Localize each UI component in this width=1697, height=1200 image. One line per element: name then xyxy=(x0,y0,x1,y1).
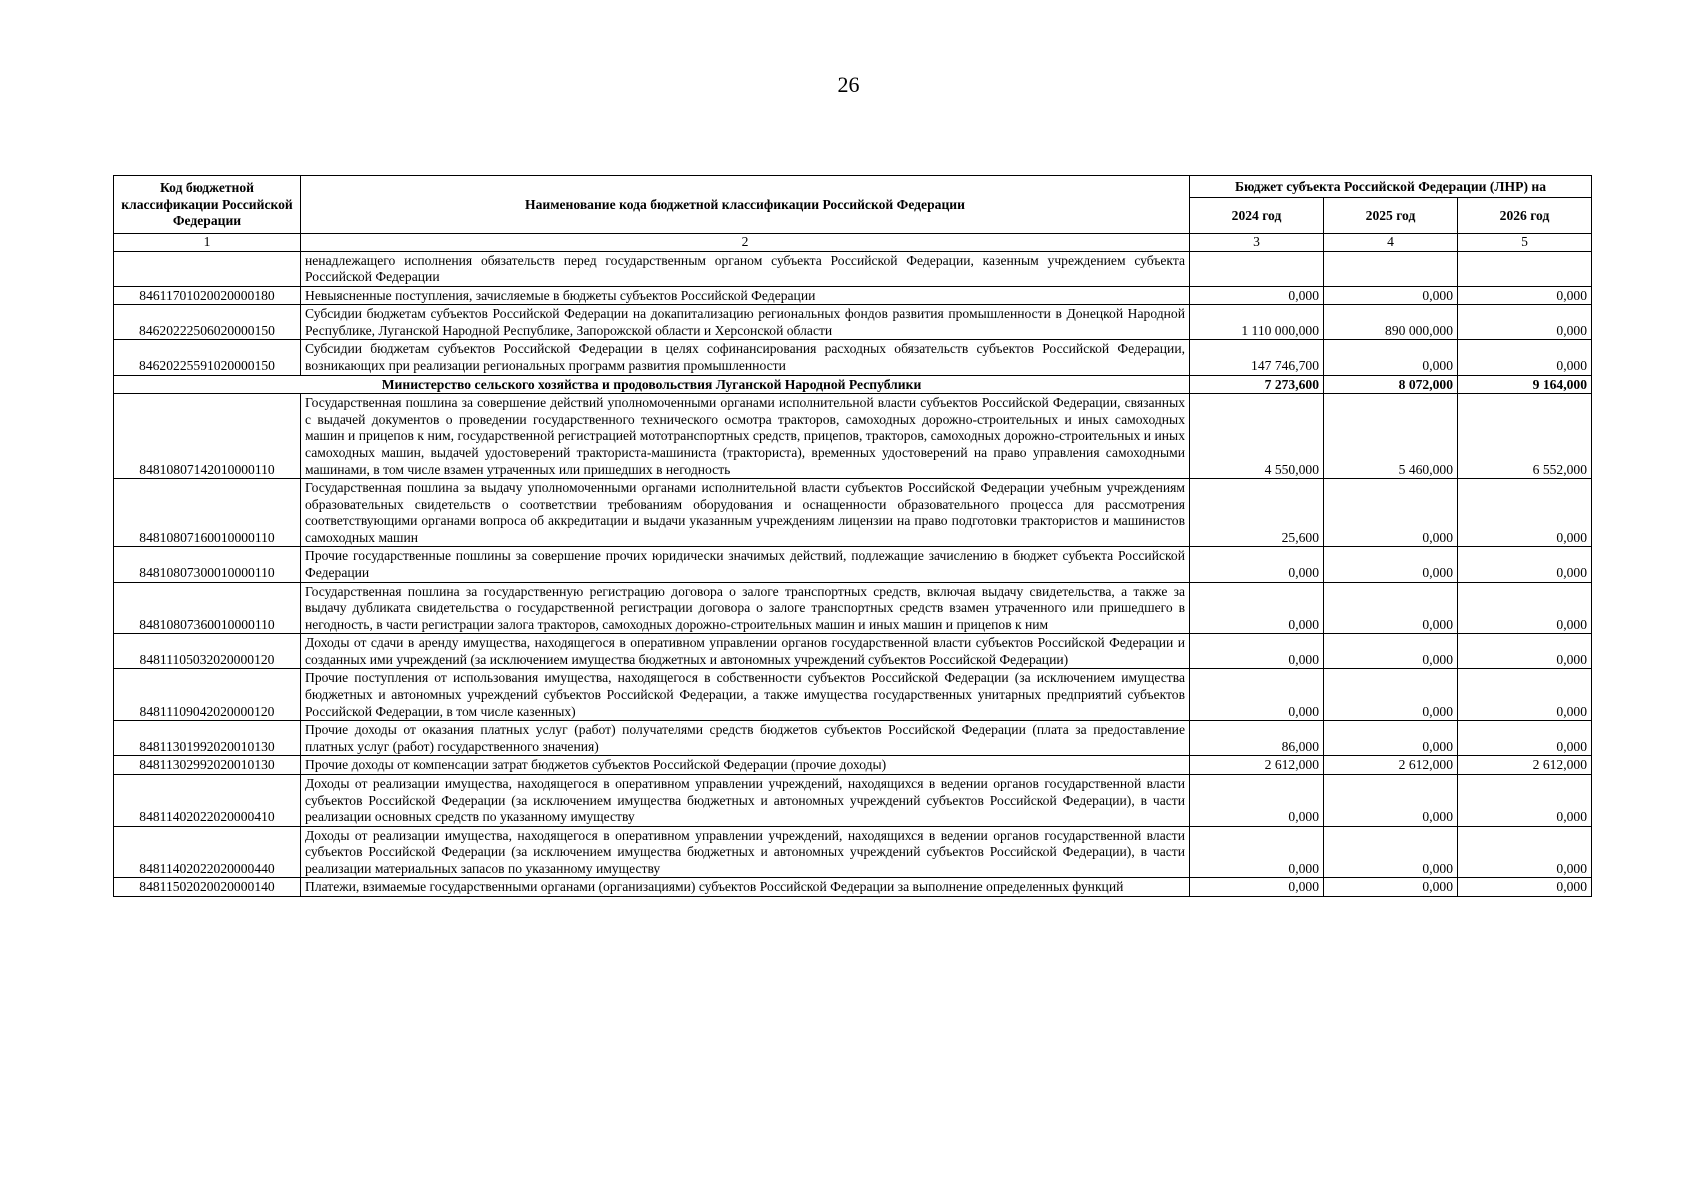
table-row xyxy=(114,286,1592,305)
row-value-2024: 0,000 xyxy=(1190,582,1324,634)
row-value-2025: 0,000 xyxy=(1324,547,1458,582)
row-name: Прочие государственные пошлины за совершение прочих юридически значимых действий, подлежащие зачислению в бюджет субъекта Российской Федерации xyxy=(301,547,1190,582)
row-value-2024: 1 110 000,000 xyxy=(1190,305,1324,340)
row-value-2024: 86,000 xyxy=(1190,721,1324,756)
header-budget-group: Бюджет субъекта Российской Федерации (ЛНР) на xyxy=(1190,176,1592,198)
row-value-2024: 0,000 xyxy=(1190,826,1324,878)
row-value-2025: 890 000,000 xyxy=(1324,305,1458,340)
row-code: 84620222506020000150 xyxy=(114,305,301,340)
column-number: 3 xyxy=(1190,234,1324,252)
header-year-2025: 2025 год xyxy=(1324,198,1458,234)
row-value-2025: 0,000 xyxy=(1324,774,1458,826)
row-name: Государственная пошлина за совершение действий уполномоченными органами исполнительной власти субъектов Российской Федерации, связанных с выдачей документов о проведении государственного технического осмотра тракторов, самоходных дорожно-строительных и иных самоходных машин и прицепов к ним, государственной регистрацией мототранспортных средств, прицепов, тракторов, самоходных дорожно-строительных и иных самоходных машин, выдачей удостоверений тракториста-машиниста (тракториста), временных удостоверений на право управления самоходными машинами, в том числе взамен утраченных или пришедших в негодность xyxy=(301,394,1190,479)
column-number: 1 xyxy=(114,234,301,252)
row-value-2024: 0,000 xyxy=(1190,669,1324,721)
table-body xyxy=(114,251,1592,896)
row-value-2025: 0,000 xyxy=(1324,340,1458,375)
row-value-2025: 0,000 xyxy=(1324,634,1458,669)
table-row xyxy=(114,394,1592,479)
row-name: Доходы от реализации имущества, находящегося в оперативном управлении учреждений, находящихся в ведении органов государственной власти субъектов Российской Федерации (за исключением имущества бюджетных и автономных учреждений субъектов Российской Федерации), в части реализации основных средств по указанному имуществу xyxy=(301,774,1190,826)
row-value-2026: 0,000 xyxy=(1458,774,1592,826)
table-row xyxy=(114,756,1592,775)
row-value-2025: 0,000 xyxy=(1324,878,1458,897)
table-row xyxy=(114,878,1592,897)
row-name: Субсидии бюджетам субъектов Российской Федерации на докапитализацию региональных фондов развития промышленности в Донецкой Народной Республике, Луганской Народной Республике, Запорожской области и Херсонской области xyxy=(301,305,1190,340)
row-value-2025: 0,000 xyxy=(1324,669,1458,721)
row-code: 84810807300010000110 xyxy=(114,547,301,582)
row-value-2026: 0,000 xyxy=(1458,669,1592,721)
row-value-2025: 0,000 xyxy=(1324,479,1458,547)
row-value-2024: 147 746,700 xyxy=(1190,340,1324,375)
row-code: 84811402022020000410 xyxy=(114,774,301,826)
table-row xyxy=(114,826,1592,878)
row-name: Доходы от реализации имущества, находящегося в оперативном управлении учреждений, находящихся в ведении органов государственной власти субъектов Российской Федерации (за исключением имущества бюджетных и автономных учреждений субъектов Российской Федерации), в части реализации материальных запасов по указанному имуществу xyxy=(301,826,1190,878)
section-value-2024: 7 273,600 xyxy=(1190,375,1324,394)
row-code: 84810807360010000110 xyxy=(114,582,301,634)
row-code: 84810807142010000110 xyxy=(114,394,301,479)
row-name: Государственная пошлина за выдачу уполномоченными органами исполнительной власти субъектов Российской Федерации учебным учреждениям образовательных свидетельств о соответствии требованиям оборудования и оснащенности образовательного процесса для рассмотрения соответствующими органами вопроса об аккредитации и выдачи указанным учреждениям лицензии на право подготовки трактористов и машинистов самоходных машин xyxy=(301,479,1190,547)
section-row xyxy=(114,375,1592,394)
row-value-2026: 0,000 xyxy=(1458,286,1592,305)
row-value-2026: 0,000 xyxy=(1458,582,1592,634)
row-code: 84611701020020000180 xyxy=(114,286,301,305)
column-number: 2 xyxy=(301,234,1190,252)
header-year-2026: 2026 год xyxy=(1458,198,1592,234)
row-name: ненадлежащего исполнения обязательств перед государственным органом субъекта Российской Федерации, казенным учреждением субъекта Российской Федерации xyxy=(301,251,1190,286)
row-name: Государственная пошлина за государственную регистрацию договора о залоге транспортных средств, включая выдачу свидетельства, а также за выдачу дубликата свидетельства о государственной регистрации договора о залоге транспортных средств взамен утраченного или пришедшего в негодность, в части регистрации залога тракторов, самоходных дорожно-строительных машин и иных машин и прицепов к ним xyxy=(301,582,1190,634)
row-value-2024: 2 612,000 xyxy=(1190,756,1324,775)
table-header xyxy=(114,176,1592,252)
row-code: 84811105032020000120 xyxy=(114,634,301,669)
row-code: 84811402022020000440 xyxy=(114,826,301,878)
row-value-2026: 0,000 xyxy=(1458,340,1592,375)
page-number: 26 xyxy=(837,72,860,97)
row-value-2024: 0,000 xyxy=(1190,547,1324,582)
row-name: Прочие поступления от использования имущества, находящегося в собственности субъектов Российской Федерации (за исключением имущества бюджетных и автономных учреждений субъектов Российской Федерации, а также имущества государственных унитарных предприятий субъектов Российской Федерации, в том числе казенных) xyxy=(301,669,1190,721)
row-value-2024: 25,600 xyxy=(1190,479,1324,547)
header-name: Наименование кода бюджетной классификации Российской Федерации xyxy=(301,176,1190,234)
row-value-2025: 0,000 xyxy=(1324,582,1458,634)
section-value-2025: 8 072,000 xyxy=(1324,375,1458,394)
row-value-2024 xyxy=(1190,251,1324,286)
budget-table xyxy=(113,175,1592,897)
row-name: Невыясненные поступления, зачисляемые в бюджеты субъектов Российской Федерации xyxy=(301,286,1190,305)
row-value-2026: 0,000 xyxy=(1458,721,1592,756)
row-value-2025 xyxy=(1324,251,1458,286)
table-row xyxy=(114,634,1592,669)
row-name: Прочие доходы от оказания платных услуг (работ) получателями средств бюджетов субъектов Российской Федерации (плата за предоставление платных услуг (работ) государственного значения) xyxy=(301,721,1190,756)
row-value-2026: 0,000 xyxy=(1458,479,1592,547)
table-row xyxy=(114,340,1592,375)
row-value-2024: 0,000 xyxy=(1190,286,1324,305)
row-code: 84811502020020000140 xyxy=(114,878,301,897)
row-value-2025: 0,000 xyxy=(1324,286,1458,305)
row-value-2026: 6 552,000 xyxy=(1458,394,1592,479)
row-value-2026: 0,000 xyxy=(1458,547,1592,582)
table-row xyxy=(114,547,1592,582)
row-value-2026: 0,000 xyxy=(1458,826,1592,878)
row-name: Платежи, взимаемые государственными органами (организациями) субъектов Российской Федерации за выполнение определенных функций xyxy=(301,878,1190,897)
row-code: 84811302992020010130 xyxy=(114,756,301,775)
row-value-2024: 4 550,000 xyxy=(1190,394,1324,479)
row-code: 84811301992020010130 xyxy=(114,721,301,756)
section-value-2026: 9 164,000 xyxy=(1458,375,1592,394)
row-code: 84810807160010000110 xyxy=(114,479,301,547)
column-number: 4 xyxy=(1324,234,1458,252)
row-name: Субсидии бюджетам субъектов Российской Федерации в целях софинансирования расходных обязательств субъектов Российской Федерации, возникающих при реализации региональных программ развития промышленности xyxy=(301,340,1190,375)
row-value-2025: 0,000 xyxy=(1324,721,1458,756)
table-row xyxy=(114,774,1592,826)
row-value-2026 xyxy=(1458,251,1592,286)
table-row xyxy=(114,479,1592,547)
row-name: Прочие доходы от компенсации затрат бюджетов субъектов Российской Федерации (прочие доходы) xyxy=(301,756,1190,775)
row-code: 84811109042020000120 xyxy=(114,669,301,721)
row-name: Доходы от сдачи в аренду имущества, находящегося в оперативном управлении органов государственной власти субъектов Российской Федерации и созданных ими учреждений (за исключением имущества бюджетных и автономных учреждений субъектов Российской Федерации) xyxy=(301,634,1190,669)
row-code: 84620225591020000150 xyxy=(114,340,301,375)
header-year-2024: 2024 год xyxy=(1190,198,1324,234)
table-row xyxy=(114,669,1592,721)
row-value-2025: 0,000 xyxy=(1324,826,1458,878)
header-code: Код бюджетной классификации Российской Федерации xyxy=(114,176,301,234)
row-value-2026: 0,000 xyxy=(1458,305,1592,340)
row-value-2026: 0,000 xyxy=(1458,634,1592,669)
table-row xyxy=(114,721,1592,756)
row-code xyxy=(114,251,301,286)
row-value-2024: 0,000 xyxy=(1190,878,1324,897)
row-value-2025: 5 460,000 xyxy=(1324,394,1458,479)
row-value-2026: 2 612,000 xyxy=(1458,756,1592,775)
section-title: Министерство сельского хозяйства и продовольствия Луганской Народной Республики xyxy=(114,375,1190,394)
table-row xyxy=(114,582,1592,634)
column-number: 5 xyxy=(1458,234,1592,252)
table-row xyxy=(114,251,1592,286)
row-value-2024: 0,000 xyxy=(1190,634,1324,669)
row-value-2024: 0,000 xyxy=(1190,774,1324,826)
row-value-2025: 2 612,000 xyxy=(1324,756,1458,775)
table-row xyxy=(114,305,1592,340)
row-value-2026: 0,000 xyxy=(1458,878,1592,897)
